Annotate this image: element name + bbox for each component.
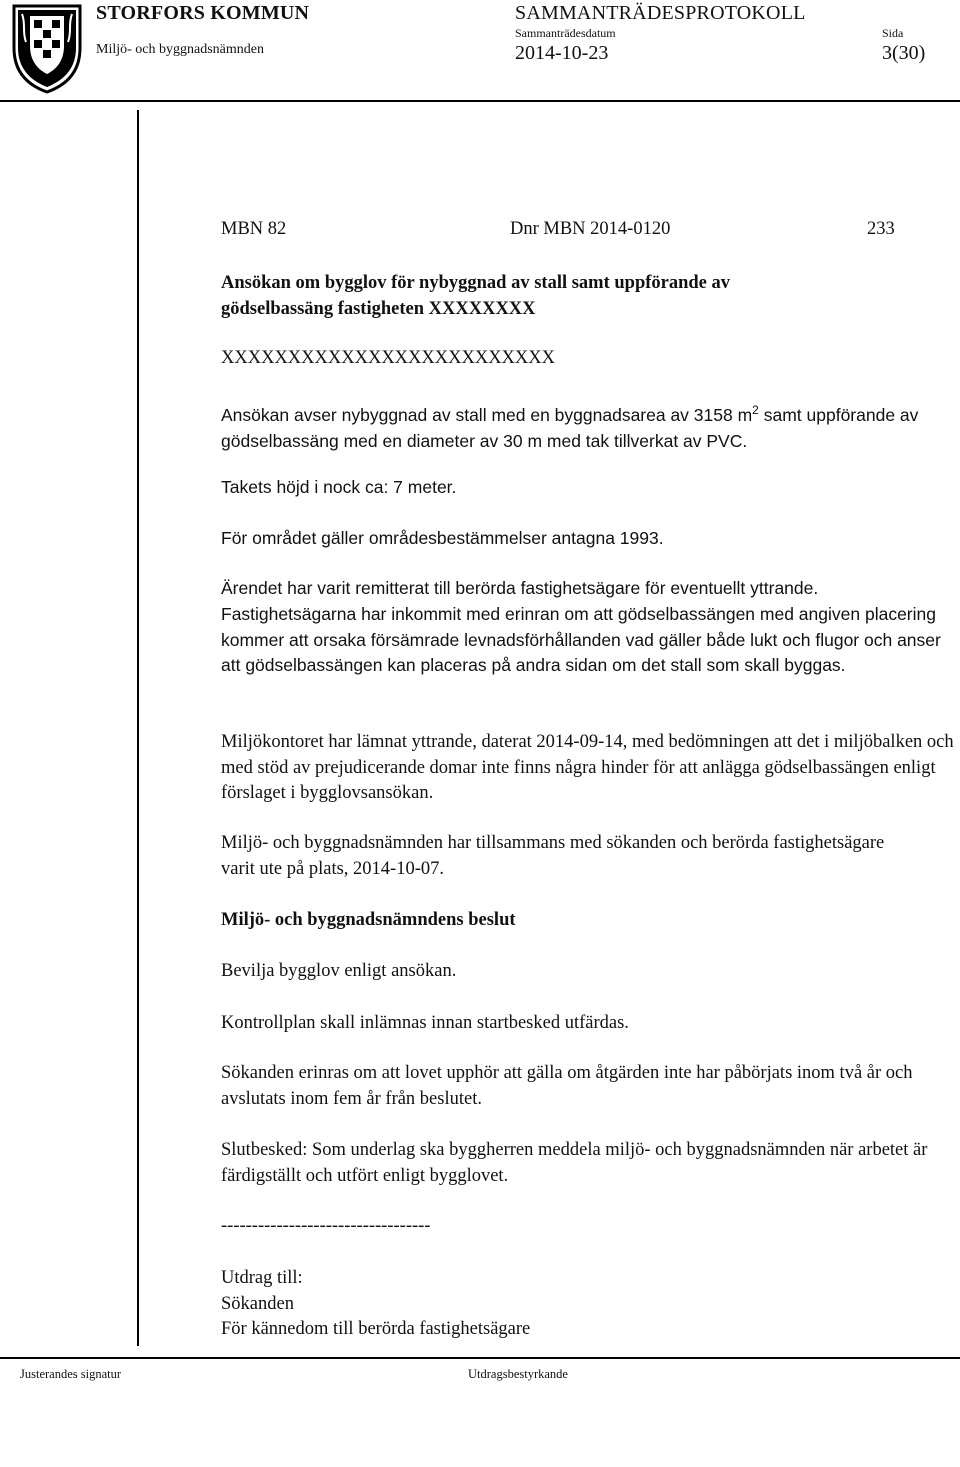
page-number: 3(30) [882, 42, 926, 64]
signature-label: Justerandes signatur [20, 1367, 122, 1381]
environment-office-paragraph: Miljökontoret har lämnat yttrande, daterat 2014-09-14, med bedömningen att det i miljöbalken och med stöd av prejudicerande domar inte finns några hinder för att anlägga gödselbassängen enligt förslaget i bygglovsansökan. [221, 732, 954, 803]
case-reference-row [221, 219, 901, 245]
case-title-line-2: gödselbassäng fastigheten XXXXXXXX [221, 298, 536, 319]
page-label: Sida [882, 26, 904, 40]
masked-line: XXXXXXXXXXXXXXXXXXXXXXXXX [221, 348, 556, 368]
application-text-pre: Ansökan avser nybyggnad av stall med en byggnadsarea av 3158 m [221, 405, 753, 425]
area-rules-paragraph: För området gäller områdesbestämmelser antagna 1993. [221, 528, 664, 548]
case-title [221, 271, 956, 322]
attestation-label: Utdragsbestyrkande [468, 1367, 568, 1381]
left-margin-line [137, 110, 139, 1346]
distribution-recipient-1: Sökanden [221, 1293, 294, 1314]
meeting-date-value: 2014-10-23 [515, 42, 609, 64]
application-text-post: samt uppförande av gödselbassäng med en diameter av 30 m med tak tillverkat av PVC. [221, 405, 919, 451]
organization-name: STORFORS KOMMUN [96, 2, 310, 24]
referral-paragraph: Ärendet har varit remitterat till berörda fastighetsägare för eventuellt yttrande. [221, 578, 819, 598]
case-number: 233 [867, 219, 895, 239]
organization-unit: Miljö- och byggnadsnämnden [96, 42, 264, 57]
distribution-heading: Utdrag till: [221, 1268, 303, 1288]
municipality-coat-of-arms-logo [8, 2, 86, 94]
header-divider [0, 100, 960, 102]
case-title-line-1: Ansökan om bygglov för nybyggnad av stall samt uppförande av [221, 273, 731, 293]
decision-validity: Sökanden erinras om att lovet upphör att gälla om åtgärden inte har påbörjats inom två år och avslutats inom fem år från beslutet. [221, 1063, 913, 1109]
separator-line: ---------------------------------- [221, 1216, 431, 1236]
decision-control-plan: Kontrollplan skall inlämnas innan startbesked utfärdas. [221, 1013, 629, 1033]
application-paragraph [221, 398, 921, 454]
footer-divider [0, 1357, 960, 1359]
meeting-date-label: Sammanträdesdatum [515, 26, 616, 40]
site-visit-paragraph: Miljö- och byggnadsnämnden har tillsammans med sökanden och berörda fastighetsägare varit ute på plats, 2014-10-07. [221, 833, 885, 879]
distribution-list [221, 1266, 956, 1343]
paragraph-number: MBN 82 [221, 219, 287, 239]
roof-height-paragraph: Takets höjd i nock ca: 7 meter. [221, 477, 457, 497]
case-dnr: Dnr MBN 2014-0120 [510, 219, 671, 239]
decision-final-inspection: Slutbesked: Som underlag ska byggherren meddela miljö- och byggnadsnämnden när arbetet är färdigställt och utfört enligt bygglovet. [221, 1140, 928, 1186]
document-type: SAMMANTRÄDESPROTOKOLL [515, 2, 806, 24]
decision-heading: Miljö- och byggnadsnämndens beslut [221, 910, 516, 930]
distribution-recipient-2: För kännedom till berörda fastighetsägare [221, 1319, 531, 1339]
objection-paragraph: Fastighetsägarna har inkommit med erinran om att gödselbassängen med angiven placering kommer att orsaka försämrade levnadsförhållanden vad gäller både lukt och flugor och anser att gödselbassängen kan placeras på andra sidan om det stall som skall byggas. [221, 604, 941, 675]
decision-grant: Bevilja bygglov enligt ansökan. [221, 961, 457, 981]
application-unit-superscript: 2 [752, 403, 759, 417]
